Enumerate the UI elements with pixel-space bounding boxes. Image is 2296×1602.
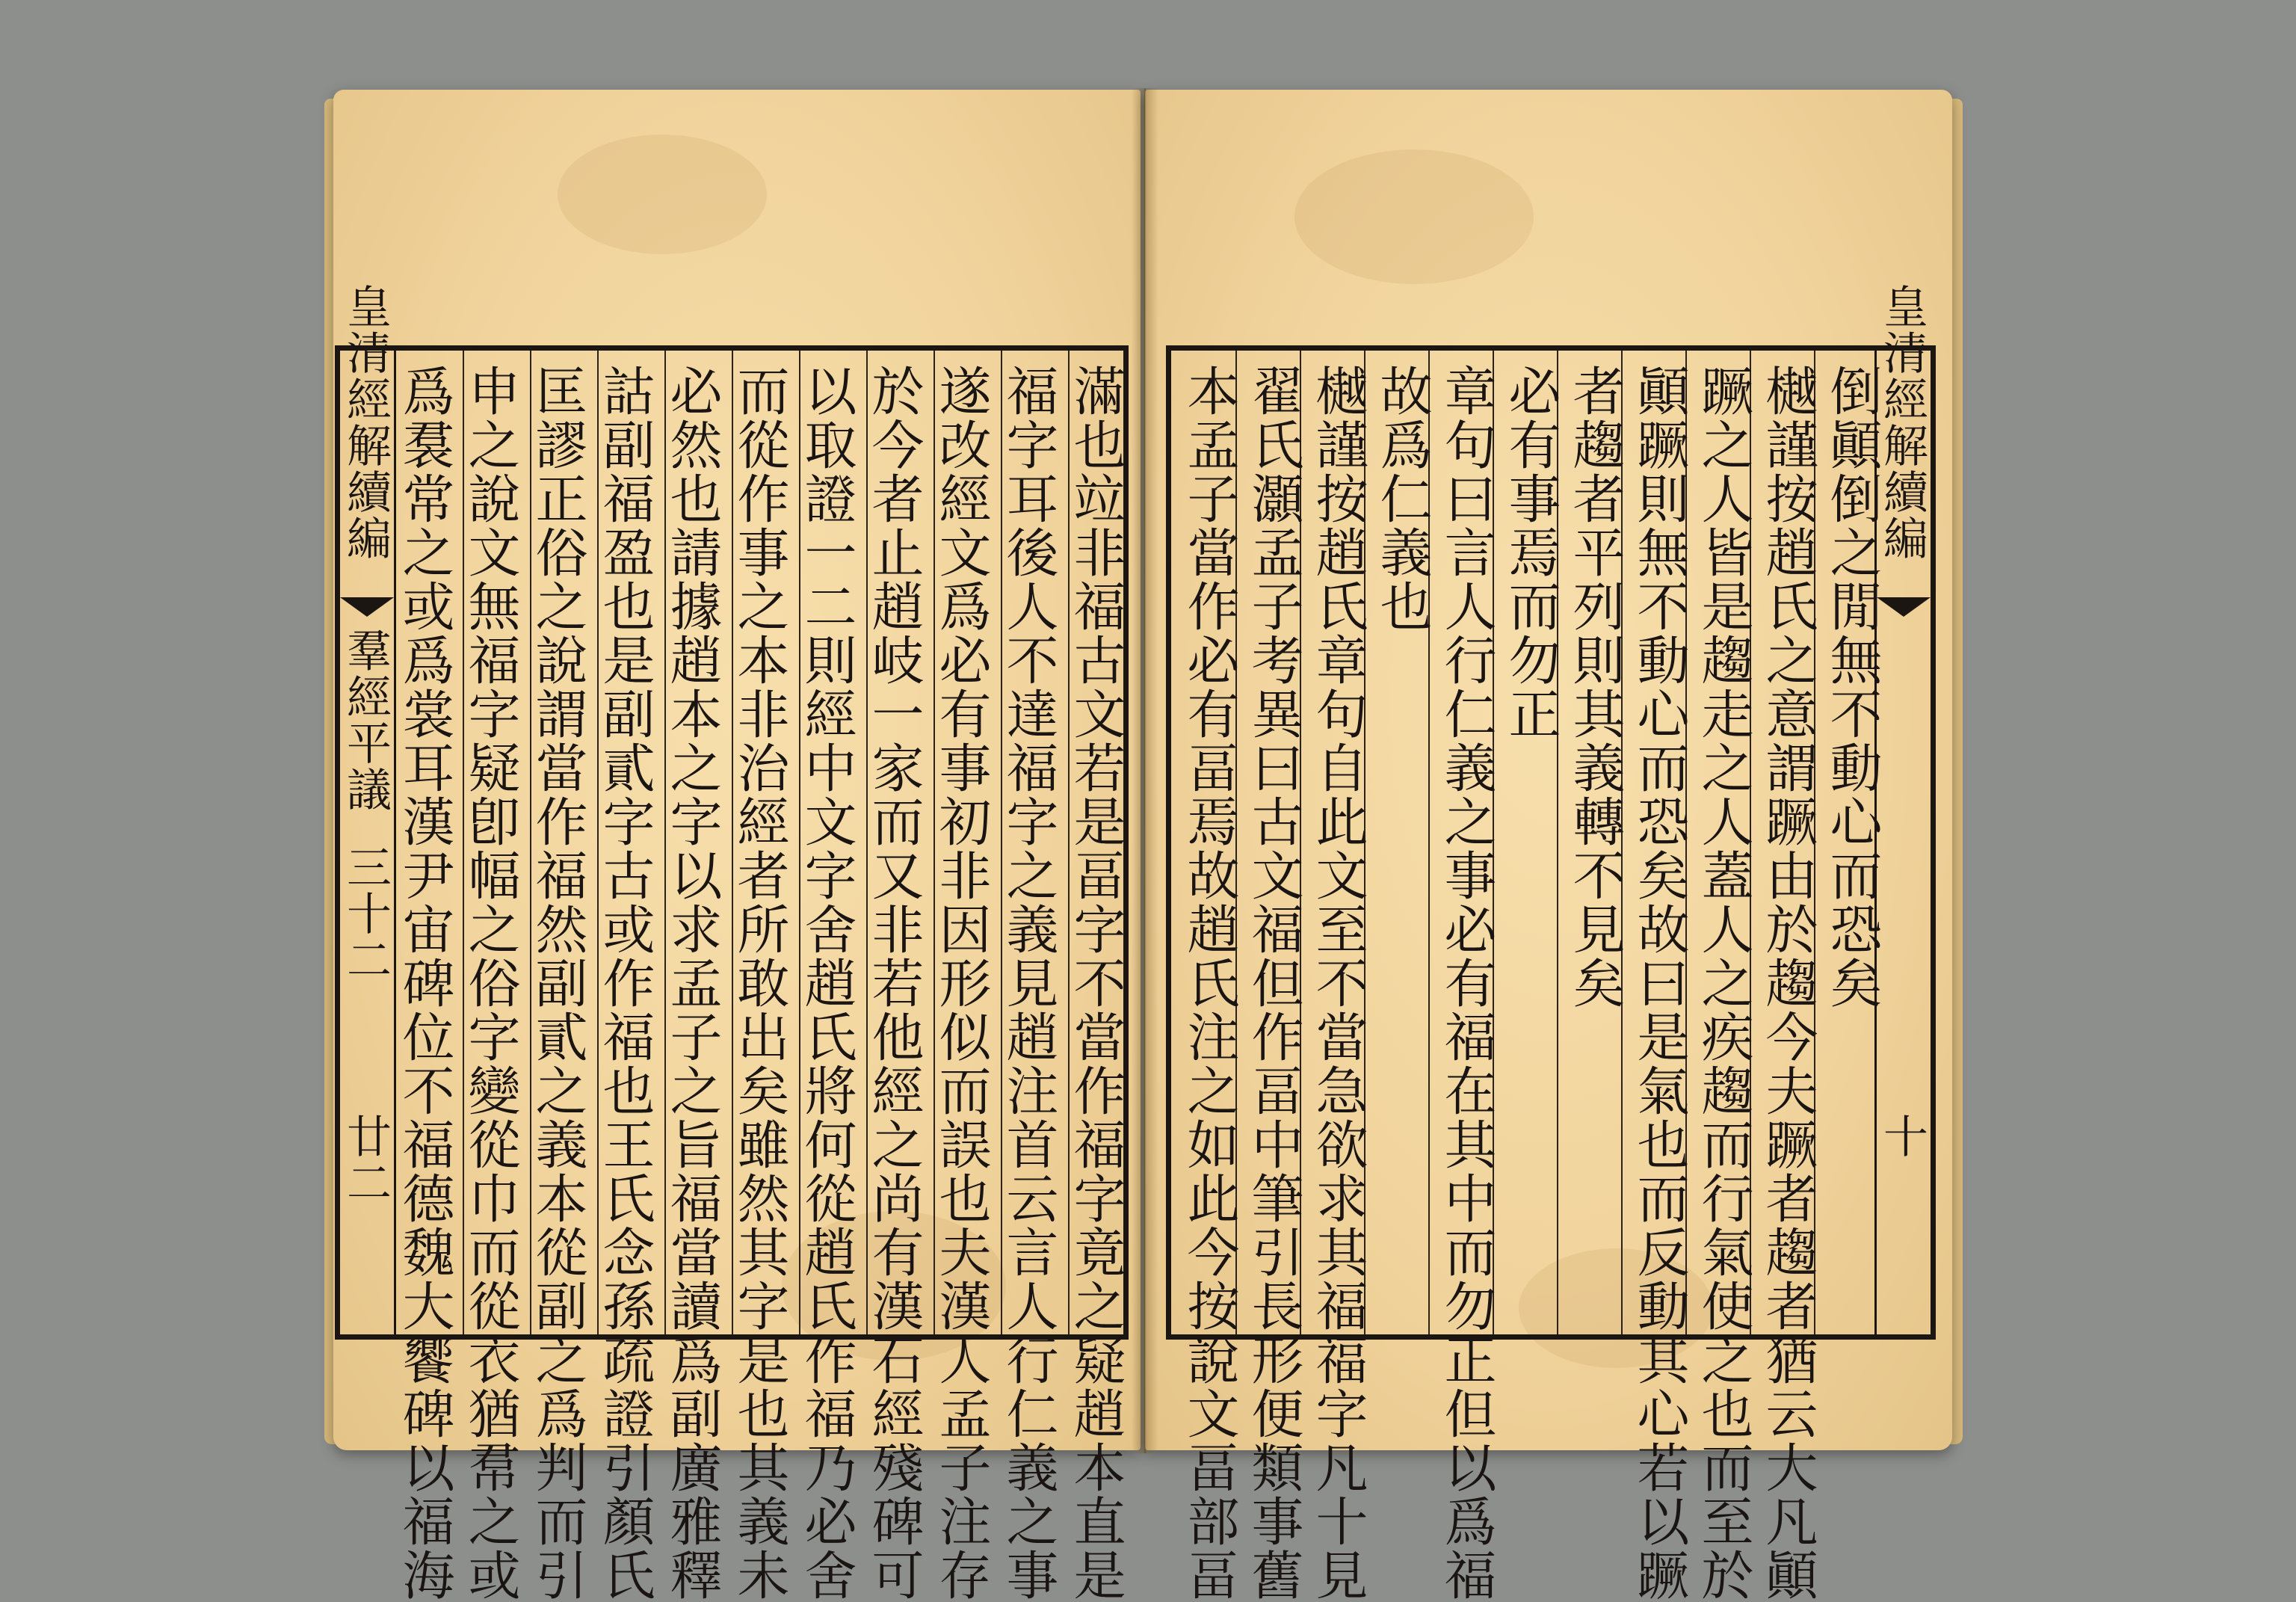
bottom-mark: 十 bbox=[1876, 1113, 1928, 1159]
text-column: 倒顚倒之閒無不動心而恐矣 bbox=[1821, 364, 1883, 1010]
text-column: 必然也請據趙本之字以求孟子之旨福當讀爲副廣雅釋 bbox=[661, 364, 723, 1602]
fish-tail-mark bbox=[340, 597, 394, 617]
text-column: 詁副福盈也是副貳字古或作福也王氏念孫疏證引顏氏 bbox=[594, 364, 655, 1602]
paper-stain bbox=[1294, 150, 1534, 284]
paper-stain bbox=[558, 135, 767, 254]
book-gutter bbox=[1132, 88, 1158, 1453]
text-column: 者趨者平列則其義轉不見矣 bbox=[1564, 364, 1626, 1010]
text-column: 顚蹶則無不動心而恐矣故曰是氣也而反動其心若以蹶 bbox=[1629, 364, 1690, 1602]
text-column: 蹶之人皆是趨走之人蓋人之疾趨而行氣使之也而至於 bbox=[1693, 364, 1754, 1602]
text-column: 遂改經文爲必有事初非因形似而誤也夫漢人孟子注存 bbox=[931, 364, 992, 1602]
text-column: 章句曰言人行仁義之事必有福在其中而勿正但以爲福 bbox=[1436, 364, 1497, 1602]
text-column: 樾謹按趙氏之意謂蹶由於趨今夫蹶者趨者猶云大凡顚 bbox=[1757, 364, 1818, 1602]
text-column: 本孟子當作必有畐焉故趙氏注之如此今按說文畐部畐 bbox=[1179, 364, 1240, 1602]
bottom-mark: 廿二 bbox=[339, 1113, 392, 1206]
text-column: 故爲仁義也 bbox=[1371, 364, 1433, 633]
left-text-frame bbox=[335, 283, 1129, 1602]
margin-title: 皇清經解續編 bbox=[1876, 283, 1928, 561]
margin-page-number: 三十二 bbox=[339, 844, 392, 983]
margin-title: 皇清經解續編 bbox=[339, 283, 392, 561]
right-margin-strip bbox=[1874, 283, 1931, 1334]
text-column: 滿也竝非福古文若是畐字不當作福字竟之疑趙本直是 bbox=[1065, 364, 1126, 1602]
text-column: 翟氏灝孟子考異曰古文福但作畐中筆引長形便類事舊 bbox=[1243, 364, 1304, 1602]
text-column: 於今者止趙岐一家而又非若他經之尚有漢石經殘碑可 bbox=[863, 364, 925, 1602]
text-column: 以取證一二則經中文字舍趙氏將何從趙氏作福乃必舍 bbox=[796, 364, 857, 1602]
text-column: 爲裠常之或爲裳耳漢尹宙碑位不福德魏大饗碑以福海 bbox=[394, 364, 455, 1602]
text-column: 而從作事之本非治經者所敢出矣雖然其字是也其義未 bbox=[729, 364, 790, 1602]
fish-tail-mark bbox=[1877, 597, 1931, 617]
text-column: 樾謹按趙氏章句自此文至不當急欲求其福福字凡十見 bbox=[1307, 364, 1368, 1602]
margin-section: 羣經平議 bbox=[339, 627, 392, 813]
text-column: 福字耳後人不達福字之義見趙注首云言人行仁義之事 bbox=[998, 364, 1059, 1602]
text-column: 申之說文無福字疑卽幅之俗字變從巾而從衣猶帬之或 bbox=[460, 364, 521, 1602]
text-column: 匡謬正俗之說謂當作福然副貳之義本從副之爲判而引 bbox=[527, 364, 588, 1602]
left-margin-strip bbox=[339, 283, 396, 1334]
text-column: 必有事焉而勿正 bbox=[1500, 364, 1561, 741]
right-text-frame bbox=[1166, 283, 1936, 1602]
